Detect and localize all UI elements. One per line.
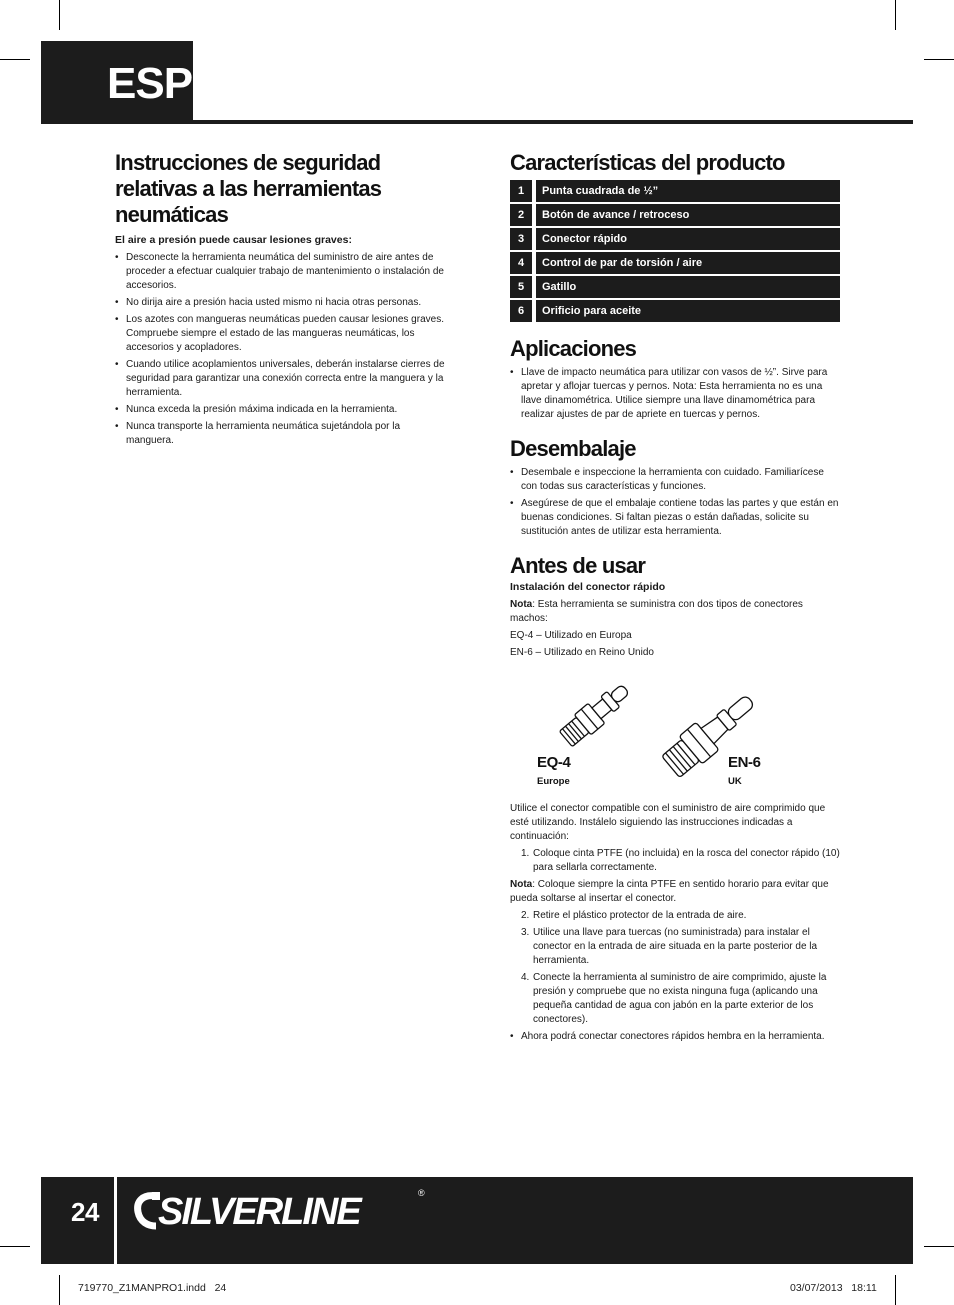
crop-mark bbox=[895, 1275, 896, 1305]
table-row bbox=[510, 228, 840, 250]
en6-code: EN-6 bbox=[728, 754, 761, 771]
list-item: • Nunca exceda la presión máxima indicada en la herramienta. bbox=[115, 403, 450, 417]
brand-name: SILVERLINE bbox=[158, 1191, 360, 1233]
list-item bbox=[521, 909, 840, 923]
note-label: Nota bbox=[510, 599, 533, 610]
language-code: ESP bbox=[107, 59, 193, 108]
features-title: Características del producto bbox=[510, 150, 785, 175]
note-text: : Esta herramienta se suministra con dos tipos de conectores machos: bbox=[510, 599, 803, 624]
note-paragraph bbox=[510, 878, 840, 906]
list-item bbox=[521, 847, 840, 875]
step-number: 1. bbox=[521, 848, 530, 859]
connector-line-en6: EN-6 – Utilizado en Reino Unido bbox=[510, 647, 654, 658]
print-datetime: 03/07/2013 18:11 bbox=[790, 1282, 877, 1294]
list-item: • Los azotes con mangueras neumáticas pueden causar lesiones graves. Compruebe siempre el estado de las mangueras neumáticas, los accesorios y acopladores. bbox=[115, 313, 450, 355]
table-row bbox=[510, 204, 840, 226]
install-intro: Utilice el conector compatible con el suministro de aire comprimido que esté utilizando. Instálelo siguiendo las instrucciones indicadas a continuación: bbox=[510, 803, 826, 842]
list-item: • Llave de impacto neumática para utilizar con vasos de ½”. Sirve para apretar y aflojar tuercas y pernos. Nota: Esta herramienta no es una llave dinamométrica. Utilice siempre una llave dinamométrica para realizar ajustes de par de apriete en tuercas y pernos. bbox=[510, 366, 840, 422]
feature-label: Punta cuadrada de ½” bbox=[536, 180, 840, 202]
table-row bbox=[510, 252, 840, 274]
step-text: Conecte la herramienta al suministro de aire comprimido, ajuste la presión y compruebe que no exista ninguna fuga (aplicando una pequeña cantidad de agua con jabón en la parte exterior de los conectores). bbox=[533, 972, 827, 1025]
step-text: Coloque cinta PTFE (no incluida) en la rosca del conector rápido (10) para sellarla correctamente. bbox=[533, 848, 840, 873]
feature-label: Conector rápido bbox=[536, 228, 840, 250]
feature-number: 2 bbox=[510, 204, 532, 226]
connector-line-eq4: EQ-4 – Utilizado en Europa bbox=[510, 630, 632, 641]
features-table bbox=[510, 180, 840, 322]
crop-mark bbox=[924, 1246, 954, 1247]
feature-label: Control de par de torsión / aire bbox=[536, 252, 840, 274]
crop-mark bbox=[59, 0, 60, 30]
final-list bbox=[510, 1030, 840, 1044]
right-column bbox=[510, 150, 840, 1047]
safety-list bbox=[115, 251, 450, 448]
step-text: Utilice una llave para tuercas (no suministrada) para instalar el conector en la entrada de aire situada en la parte posterior de la herramienta. bbox=[533, 927, 818, 966]
safety-section bbox=[115, 150, 450, 451]
crop-mark bbox=[895, 0, 896, 30]
feature-number: 6 bbox=[510, 300, 532, 322]
page-number: 24 bbox=[71, 1197, 99, 1227]
step-number: 2. bbox=[521, 910, 530, 921]
connector-illustration bbox=[510, 672, 840, 794]
list-item: • Desembale e inspeccione la herramienta con cuidado. Familiarícese con todas sus características y funciones. bbox=[510, 466, 840, 494]
list-item: • Cuando utilice acoplamientos universales, deberán instalarse cierres de seguridad para garantizar una conexión correcta entre la manguera y la herramienta. bbox=[115, 358, 450, 400]
list-item bbox=[521, 971, 840, 1027]
step-number: 4. bbox=[521, 972, 530, 983]
feature-number: 1 bbox=[510, 180, 532, 202]
crop-mark bbox=[924, 59, 954, 60]
note-text: : Coloque siempre la cinta PTFE en sentido horario para evitar que pueda soltarse al insertar el conector. bbox=[510, 879, 829, 904]
brand-logo bbox=[132, 1188, 428, 1236]
crop-mark bbox=[0, 1246, 30, 1247]
before-use-subheading: Instalación del conector rápido bbox=[510, 581, 666, 593]
list-item: • Nunca transporte la herramienta neumática sujetándola por la manguera. bbox=[115, 420, 450, 448]
crop-mark bbox=[59, 1275, 60, 1305]
step-text: Retire el plástico protector de la entrada de aire. bbox=[533, 910, 747, 921]
feature-number: 3 bbox=[510, 228, 532, 250]
table-row bbox=[510, 180, 840, 202]
before-use-title: Antes de usar bbox=[510, 553, 646, 578]
unpacking-title: Desembalaje bbox=[510, 436, 636, 461]
table-row bbox=[510, 276, 840, 298]
applications-title: Aplicaciones bbox=[510, 336, 637, 361]
en6-region: UK bbox=[728, 776, 742, 787]
safety-title: Instrucciones de seguridad relativas a las herramientas neumáticas bbox=[115, 150, 382, 227]
table-row bbox=[510, 300, 840, 322]
footer-divider bbox=[114, 1177, 117, 1264]
header-rule bbox=[41, 120, 913, 124]
feature-number: 4 bbox=[510, 252, 532, 274]
feature-number: 5 bbox=[510, 276, 532, 298]
applications-list bbox=[510, 366, 840, 422]
safety-subheading: El aire a presión puede causar lesiones graves: bbox=[115, 234, 352, 246]
list-item: • Ahora podrá conectar conectores rápidos hembra en la herramienta. bbox=[510, 1030, 840, 1044]
list-item: • Asegúrese de que el embalaje contiene todas las partes y que están en buenas condiciones. Si faltan piezas o están dañadas, solicite su sustitución antes de utilizar esta herramienta. bbox=[510, 497, 840, 539]
list-item: • Desconecte la herramienta neumática del suministro de aire antes de proceder a efectuar cualquier trabajo de mantenimiento o instalación de accesorios. bbox=[115, 251, 450, 293]
registered-mark: ® bbox=[418, 1188, 425, 1198]
list-item bbox=[521, 926, 840, 968]
eq4-code: EQ-4 bbox=[537, 754, 571, 771]
feature-label: Gatillo bbox=[536, 276, 840, 298]
note-label: Nota bbox=[510, 879, 533, 890]
feature-label: Orificio para aceite bbox=[536, 300, 840, 322]
language-tab bbox=[41, 41, 193, 123]
list-item: • No dirija aire a presión hacia usted mismo ni hacia otras personas. bbox=[115, 296, 450, 310]
print-file-info: 719770_Z1MANPRO1.indd 24 bbox=[78, 1282, 227, 1294]
crop-mark bbox=[0, 59, 30, 60]
install-step-1 bbox=[510, 847, 840, 875]
eq4-connector-icon bbox=[548, 672, 648, 752]
feature-label: Botón de avance / retroceso bbox=[536, 204, 840, 226]
step-number: 3. bbox=[521, 927, 530, 938]
unpacking-list bbox=[510, 466, 840, 539]
note-paragraph bbox=[510, 598, 840, 626]
eq4-region: Europe bbox=[537, 776, 570, 787]
install-steps bbox=[510, 909, 840, 1027]
